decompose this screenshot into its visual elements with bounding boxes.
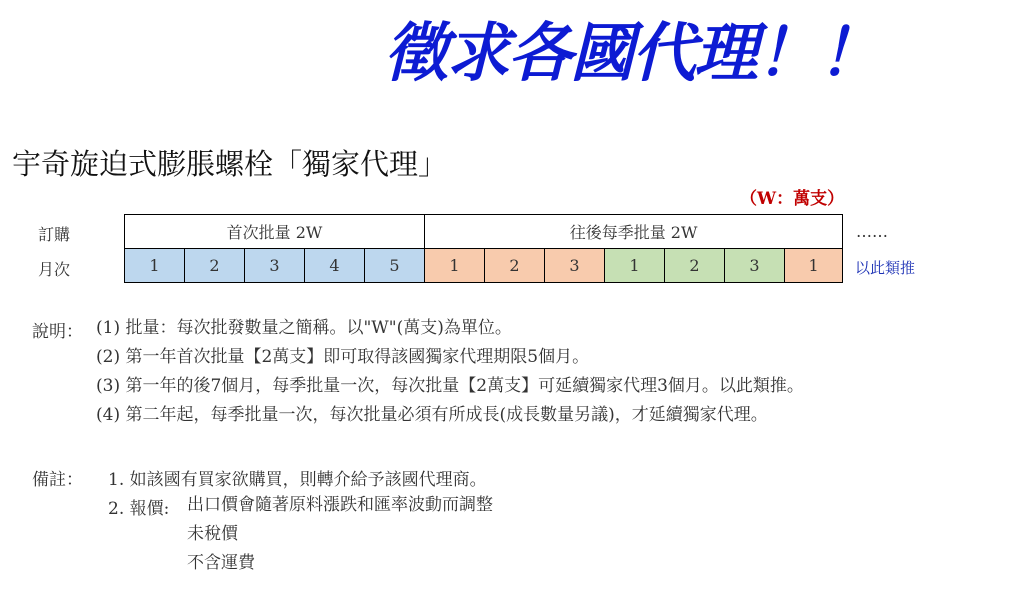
month-row [125, 249, 843, 283]
recruit-agents-banner: 徵求各國代理！！ [384, 17, 880, 91]
order-continuation: …… [856, 222, 888, 241]
quarterly-batch-cell: 往後每季批量 2W [425, 215, 843, 249]
remark-item-quote-label: 2. 報價: [108, 499, 170, 519]
month-cell: 2 [185, 249, 245, 283]
month-cell: 5 [365, 249, 425, 283]
month-cell: 2 [485, 249, 545, 283]
remarks-label: 備註： [32, 470, 83, 490]
quote-note: 不含運費 [187, 553, 255, 573]
unit-note: （W：萬支） [740, 189, 845, 209]
explanation-item: (1) 批量：每次批發數量之簡稱。以"W"(萬支)為單位。 [96, 318, 512, 338]
month-cell: 1 [125, 249, 185, 283]
page-title: 宇奇旋迫式膨脹螺栓「獨家代理」 [12, 147, 448, 181]
explanation-list [96, 317, 804, 433]
month-cell: 1 [785, 249, 843, 283]
explanation-item: (2) 第一年首次批量【2萬支】即可取得該國獨家代理期限5個月。 [96, 347, 590, 367]
month-cell: 2 [665, 249, 725, 283]
month-cell: 3 [725, 249, 785, 283]
month-cell: 1 [605, 249, 665, 283]
month-cell: 3 [545, 249, 605, 283]
first-batch-cell: 首次批量 2W [125, 215, 425, 249]
explanation-label: 說明： [32, 322, 83, 342]
remark-item-referral: 1. 如該國有買家欲購買，則轉介給予該國代理商。 [108, 470, 487, 490]
order-row-label: 訂購 [38, 225, 71, 244]
explanation-item: (3) 第一年的後7個月，每季批量一次，每次批量【2萬支】可延續獨家代理3個月。以此類推。 [96, 376, 804, 396]
month-cell: 3 [245, 249, 305, 283]
order-row [125, 215, 843, 249]
explanation-item: (4) 第二年起，每季批量一次，每次批量必須有所成長(成長數量另議)，才延續獨家代理。 [96, 405, 768, 425]
quote-note: 未稅價 [187, 524, 238, 544]
agency-schedule-table [124, 214, 843, 283]
month-cell: 1 [425, 249, 485, 283]
month-continuation-note: 以此類推 [855, 259, 916, 277]
quote-note: 出口價會隨著原料漲跌和匯率波動而調整 [187, 495, 493, 515]
month-cell: 4 [305, 249, 365, 283]
month-row-label: 月次 [38, 260, 71, 279]
quote-notes-list [187, 494, 493, 581]
